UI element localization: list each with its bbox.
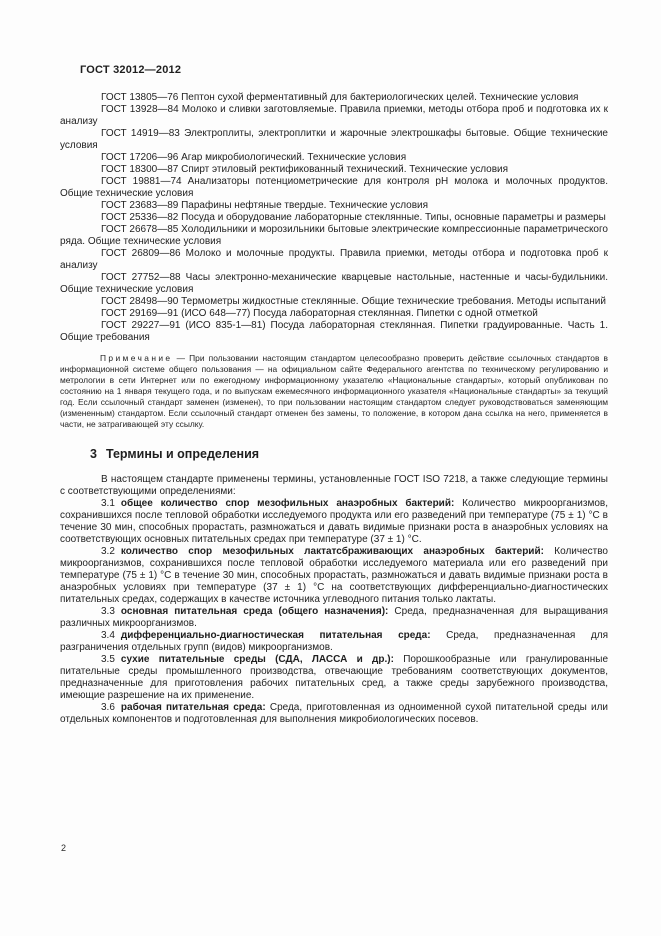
term-name: сухие питательные среды (СДА, ЛАССА и др.): <box>120 654 394 665</box>
term-text: Порошкообразные или гранулированные питательные среды промышленного производства, отвечающие требованиям соответствующих документов, предназначенные для приготовления рабочих питательных сред, а также среды зарубежного производства, имеющие разрешение на их применение. <box>60 654 609 701</box>
reference-item: ГОСТ 26678—85 Холодильники и морозильники бытовые электрические компрессионные параметрического ряда. Общие технические условия <box>60 224 608 247</box>
reference-item: ГОСТ 27752—88 Часы электронно-механические кварцевые настольные, настенные и часы-будильники. Общие технические условия <box>60 272 608 295</box>
running-header: ГОСТ 32012—2012 <box>80 64 182 76</box>
term-number: 3.1 <box>101 498 115 509</box>
reference-item: ГОСТ 29169—91 (ИСО 648—77) Посуда лабораторная стеклянная. Пипетки с одной отметкой <box>101 308 538 319</box>
term-number: 3.3 <box>101 606 115 617</box>
references-list <box>60 92 608 344</box>
reference-item: ГОСТ 25336—82 Посуда и оборудование лабораторные стеклянные. Типы, основные параметры и размеры <box>101 212 606 223</box>
reference-item: ГОСТ 18300—87 Спирт этиловый ректификованный технический. Технические условия <box>101 164 509 175</box>
term-number: 3.4 <box>101 630 115 641</box>
note-text: — При пользовании настоящим стандартом целесообразно проверить действие ссылочных стандартов в информационной системе общего пользования — на официальном сайте Федерального агентства по техническому регулированию и метрологии в сети Интернет или по ежегодному информационному указателю «Национальные стандарты», который опубликован по состоянию на 1 января текущего года, и по выпускам ежемесячного информационного указателя «Национальные стандарты» за текущий год. Если ссылочный стандарт заменен (изменен), то при пользовании настоящим стандартом следует руководствоваться заменяющим (измененным) стандартом. Если ссылочный стандарт отменен без замены, то положение, в котором дана ссылка на него, применяется в части, не затрагивающей эту ссылку. <box>60 353 609 429</box>
reference-item: ГОСТ 23683—89 Парафины нефтяные твердые. Технические условия <box>101 200 429 211</box>
reference-item: ГОСТ 28498—90 Термометры жидкостные стеклянные. Общие технические требования. Методы испытаний <box>101 296 606 307</box>
section-heading <box>90 447 608 461</box>
note-label: Примечание <box>100 353 173 363</box>
reference-item: ГОСТ 19881—74 Анализаторы потенциометрические для контроля рН молока и молочных продуктов. Общие технические условия <box>60 176 608 199</box>
term-text: Среда, приготовленная из одноименной сухой питательной среды или отдельных компонентов и подготовленная для выполнения микробиологических посевов. <box>60 702 609 725</box>
term-text: Среда, предназначенная для разграничения отдельных групп (видов) микроорганизмов. <box>60 630 608 653</box>
reference-item: ГОСТ 26809—86 Молоко и молочные продукты. Правила приемки, методы отбора и подготовка проб к анализу <box>60 248 608 271</box>
term-text: Среда, предназначенная для выращивания различных микроорганизмов. <box>60 606 609 629</box>
term-definition <box>60 498 608 546</box>
note-block <box>60 353 608 430</box>
term-name: рабочая питательная среда: <box>120 702 266 713</box>
term-definition <box>60 546 608 606</box>
term-definition <box>60 630 608 654</box>
reference-item: ГОСТ 14919—83 Электроплиты, электроплитки и жарочные электрошкафы бытовые. Общие технические условия <box>60 128 608 151</box>
reference-item: ГОСТ 29227—91 (ИСО 835-1—81) Посуда лабораторная стеклянная. Пипетки градуированные. Часть 1. Общие требования <box>60 320 608 343</box>
reference-item: ГОСТ 13805—76 Пептон сухой ферментативный для бактериологических целей. Технические условия <box>101 92 579 103</box>
term-text: Количество микроорганизмов, сохранившихся после тепловой обработки исследуемого материала или его разведений при температуре (75 ± 1) °С в течение 30 мин, способных прорастать, размножаться и давать видимые признаки роста в анаэробных условиях при температуре (37 ± 1) °С на соответствующих дифференциально-диагностических питательных средах, содержащих в качестве источника углеводного питания только лактаты. <box>60 546 608 605</box>
section-intro: В настоящем стандарте применены термины, установленные ГОСТ ISO 7218, а также следующие термины с соответствующими определениями: <box>60 474 608 497</box>
term-name: основная питательная среда (общего назначения): <box>120 606 389 617</box>
term-definition <box>60 606 608 630</box>
reference-item: ГОСТ 13928—84 Молоко и сливки заготовляемые. Правила приемки, методы отбора проб и подготовка их к анализу <box>60 104 608 127</box>
term-text: Количество микроорганизмов, сохранившихся после тепловой обработки исследуемого продукта или его разведений при температуре (75 ± 1) °С в течение 30 мин, способных прорастать, размножаться и давать видимые признаки роста в анаэробных условиях на соответствующих основных питательных средах при температуре (37 ± 1) °С. <box>60 498 608 545</box>
term-definition <box>60 702 608 726</box>
section-title: Термины и определения <box>105 447 260 461</box>
term-name: количество спор мезофильных лактатсбраживающих анаэробных бактерий: <box>120 546 544 557</box>
term-name: дифференциально-диагностическая питательная среда: <box>120 630 431 641</box>
reference-item: ГОСТ 17206—96 Агар микробиологический. Технические условия <box>101 152 407 163</box>
term-name: общее количество спор мезофильных анаэробных бактерий: <box>120 498 455 509</box>
term-number: 3.6 <box>101 702 115 713</box>
term-number: 3.2 <box>101 546 115 557</box>
term-number: 3.5 <box>101 654 115 665</box>
section-number: 3 <box>90 447 97 461</box>
term-definition <box>60 654 608 702</box>
page-number: 2 <box>61 843 67 853</box>
